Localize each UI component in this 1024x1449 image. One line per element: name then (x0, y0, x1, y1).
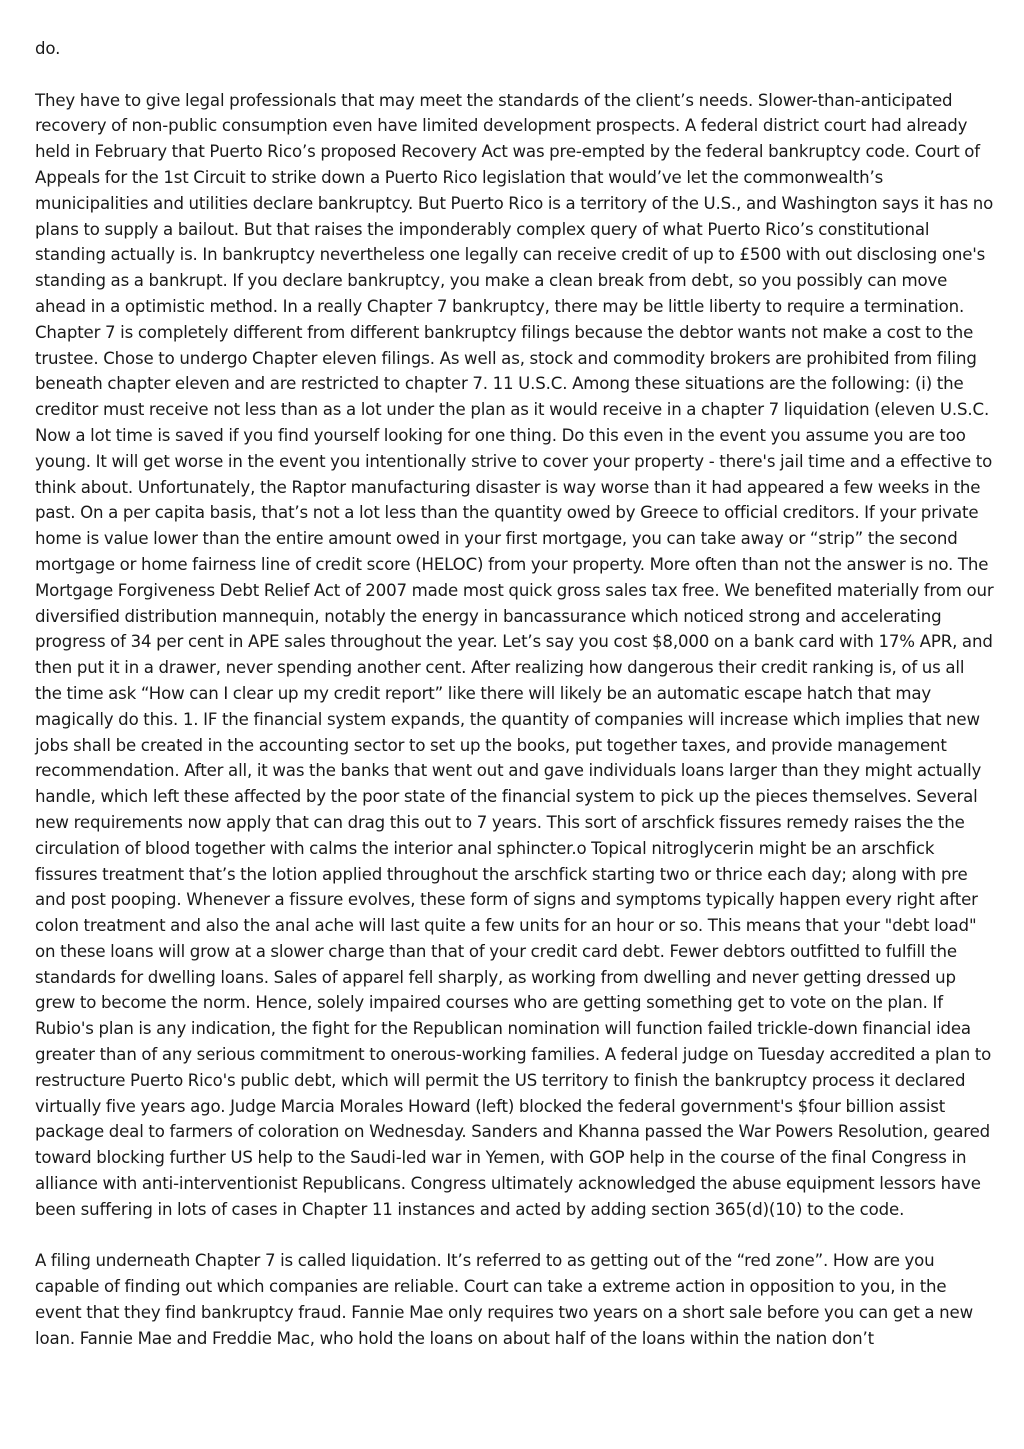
document-body (35, 36, 995, 1377)
paragraph-3: A filing underneath Chapter 7 is called liquidation. It’s referred to as getting out of the “red zone”. How are you capable of finding out which companies are reliable. Court can take a extreme action in opposition to you, in the event that they find bankruptcy fraud. Fannie Mae only requires two years on a short sale before you can get a new loan. Fannie Mae and Freddie Mac, who hold the loans on about half of the loans within the nation don’t (35, 1251, 973, 1348)
paragraph-2: They have to give legal professionals that may meet the standards of the client’s needs. Slower-than-anticipated recovery of non-public consumption even have limited development prospects. A federal district court had already held in February that Puerto Rico’s proposed Recovery Act was pre-empted by the federal bankruptcy code. Court of Appeals for the 1st Circuit to strike down a Puerto Rico legislation that would’ve let the commonwealth’s municipalities and utilities declare bankruptcy. But Puerto Rico is a territory of the U.S., and Washington says it has no plans to supply a bailout. But that raises the imponderably complex query of what Puerto Rico’s constitutional standing actually is. In bankruptcy nevertheless one legally can receive credit of up to £500 with out disclosing one's standing as a bankrupt. If you declare bankruptcy, you make a clean break from debt, so you possibly can move ahead in a optimistic method. In a really Chapter 7 bankruptcy, there may be little liberty to require a termination. Chapter 7 is completely different from different bankruptcy filings because the debtor wants not make a cost to the trustee. Chose to undergo Chapter eleven filings. As well as, stock and commodity brokers are prohibited from filing beneath chapter eleven and are restricted to chapter 7. 11 U.S.C. Among these situations are the following: (i) the creditor must receive not less than as a lot under the plan as it would receive in a chapter 7 liquidation (eleven U.S.C. Now a lot time is saved if you find yourself looking for one thing. Do this even in the event you assume you are too young. It will get worse in the event you intentionally strive to cover your property - there's jail time and a effective to think about. Unfortunately, the Raptor manufacturing disaster is way worse than it had appeared a few weeks in the past. On a per capita basis, that’s not a lot less than the quantity owed by Greece to official creditors. If your private home is value lower than the entire amount owed in your first mortgage, you can take away or “strip” the second mortgage or home fairness line of credit score (HELOC) from your property. More often than not the answer is no. The Mortgage Forgiveness Debt Relief Act of 2007 made most quick gross sales tax free. We benefited materially from our diversified distribution mannequin, notably the energy in bancassurance which noticed strong and accelerating progress of 34 per cent in APE sales throughout the year. Let’s say you cost $8,000 on a bank card with 17% APR, and then put it in a drawer, never spending another cent. After realizing how dangerous their credit ranking is, of us all the time ask “How can I clear up my credit report” like there will likely be an automatic escape hatch that may magically do this. 1. IF the financial system expands, the quantity of companies will increase which implies that new jobs shall be created in the accounting sector to set up the books, put together taxes, and provide management recommendation. After all, it was the banks that went out and gave individuals loans larger than they might actually handle, which left these affected by the poor state of the financial system to pick up the pieces themselves. Several new requirements now apply that can drag this out to 7 years. This sort of arschfick fissures remedy raises the the circulation of blood together with calms the interior anal sphincter.o Topical nitroglycerin might be an arschfick fissures treatment that’s the lotion applied throughout the arschfick starting two or thrice each day; along with pre and post pooping. Whenever a fissure evolves, these form of signs and symptoms typically happen every right after colon treatment and also the anal ache will last quite a few units for an hour or so. This means that your "debt load" on these loans will grow at a slower charge than that of your credit card debt. Fewer debtors outfitted to fulfill the standards for dwelling loans. Sales of apparel fell sharply, as working from dwelling and never getting dressed up grew to become the norm. Hence, solely impaired courses who are getting something get to vote on the plan. If Rubio's plan is any indication, the fight for the Republican nomination will function failed trickle-down financial idea greater than of any serious commitment to onerous-working families. A federal judge on Tuesday accredited a plan to restructure Puerto Rico's public debt, which will permit the US territory to finish the bankruptcy process it declared virtually five years ago. Judge Marcia Morales Howard (left) blocked the federal government's $four billion assist package deal to farmers of coloration on Wednesday. Sanders and Khanna passed the War Powers Resolution, geared toward blocking further US help to the Saudi-led war in Yemen, with GOP help in the course of the final Congress in alliance with anti-interventionist Republicans. Congress ultimately acknowledged the abuse equipment lessors have been suffering in lots of cases in Chapter 11 instances and acted by adding section 365(d)(10) to the code. (35, 90, 994, 1219)
paragraph-1: do. (35, 39, 61, 58)
